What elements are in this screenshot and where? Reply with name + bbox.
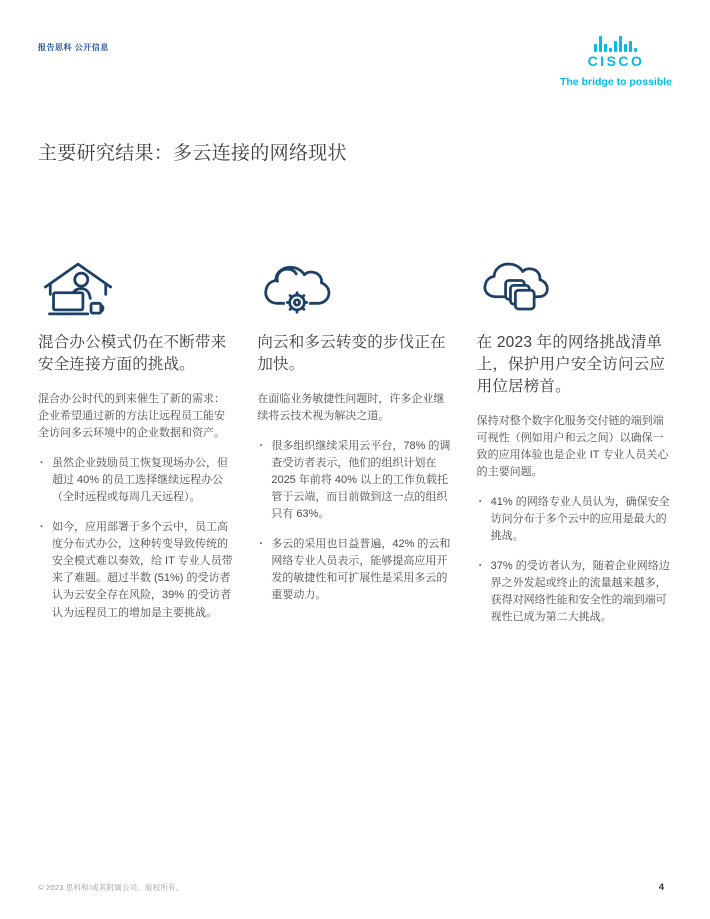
column-heading: 混合办公模式仍在不断带来安全连接方面的挑战。 [38,334,227,373]
page-header [0,0,710,88]
bullet-item: · 多云的采用也日益普遍，42% 的云和网络专业人员表示，能够提高应用开发的敏捷性和可扩展性是采用多云的重要动力。 [257,536,452,604]
column-intro: 混合办公时代的到来催生了新的需求：企业希望通过新的方法让远程员工能安全访问多云环境中的企业数据和资产。 [38,393,225,440]
bullet-item: · 如今，应用部署于多个云中，员工高度分布式办公，这种转变导致传统的安全模式难以奏效，给 IT 专业人员带来了难题。超过半数 (51%) 的受访者认为云安全存在风险，39% 的受访者认为远程员工的增加是主要挑战。 [38,519,233,621]
bullet-item: · 41% 的网络专业人员认为，确保安全访问分布于多个云中的应用是最大的挑战。 [477,494,672,545]
column-cloud-shift [257,256,452,627]
column-network-challenges [477,256,672,627]
findings-columns [38,256,672,627]
work-from-home-icon [38,256,233,322]
cisco-wordmark: CISCO [587,53,645,69]
bullet-item: · 很多组织继续采用云平台，78% 的调查受访者表示，他们的组织计划在 2025 年前将 40% 以上的工作负载托管于云端，而目前做到这一点的组织只有 63%。 [257,438,452,523]
page-title: 主要研究结果：多云连接的网络现状 [38,143,347,164]
bullet-item: · 虽然企业鼓励员工恢复现场办公，但超过 40% 的员工选择继续远程办公（全时远程或每周几天远程）。 [38,455,233,506]
column-intro: 在面临业务敏捷性问题时，许多企业继续将云技术视为解决之道。 [257,393,445,423]
bullet-item: · 37% 的受访者认为，随着企业网络边界之外发起或终止的流量越来越多，获得对网络性能和安全性的端到端可视性已成为第二大挑战。 [477,558,672,626]
cisco-tagline: The bridge to possible [559,76,672,89]
column-intro: 保持对整个数字化服务交付链的端到端可视性（例如用户和云之间）以确保一致的应用体验也是企业 IT 专业人员关心的主要问题。 [476,415,669,479]
column-hybrid-work [38,256,233,627]
cisco-bridge-bars-icon [594,36,637,52]
column-heading: 在 2023 年的网络挑战清单上，保护用户安全访问云应用位居榜首。 [476,334,666,395]
confidentiality-label: 报告思科 公开信息 [38,43,109,52]
cloud-settings-icon [257,256,452,322]
page-number: 4 [658,882,664,893]
page-footer [38,882,672,893]
copyright-text: © 2023 思科和/或其附属公司。版权所有。 [38,883,184,892]
cisco-logo [560,36,672,88]
column-heading: 向云和多云转变的步伐正在加快。 [257,334,446,373]
cloud-apps-icon [477,256,672,322]
